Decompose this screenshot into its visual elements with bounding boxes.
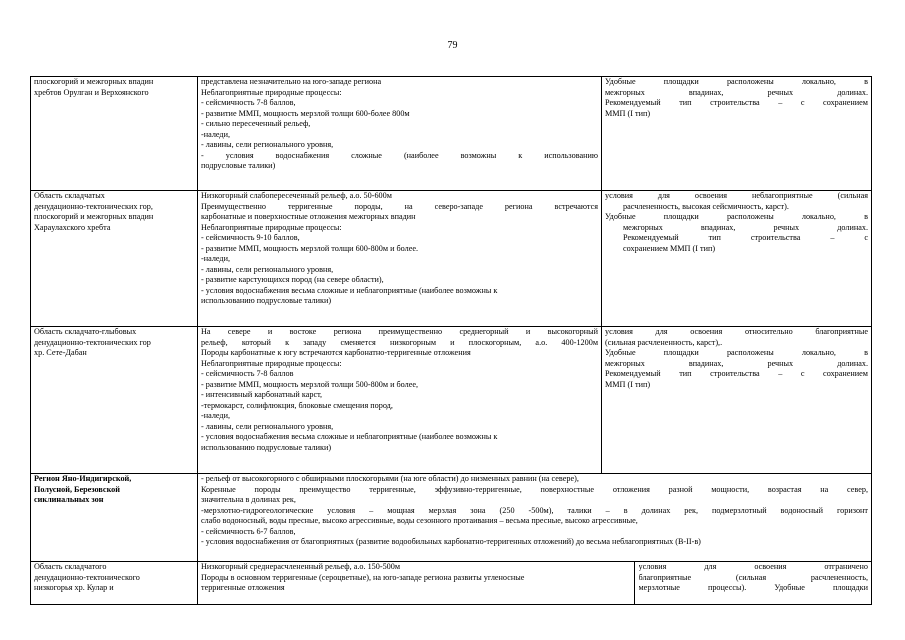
conditions-line: Неблагоприятные природные процессы:: [201, 358, 342, 368]
description-line: - рельеф от высокогорного с обширными плоскогорьями (на юге области) до низменных равнин (на севере),: [201, 474, 579, 483]
table-row: [31, 562, 872, 605]
conditions-line: рельеф, который к западу сменяется низкогорным и плоскогорным, а.о. 400-1200м: [201, 337, 598, 347]
geology-table: [30, 76, 872, 605]
assessment-cell: [602, 327, 872, 474]
assessment-line: Рекомендуемый тип строительства – с: [623, 233, 868, 242]
region-line: денудационно-тектонических гор: [34, 337, 151, 347]
assessment-cell: [634, 562, 871, 604]
conditions-line: Низкогорный слабопересеченный рельеф, а.о. 50-600м: [201, 191, 392, 200]
region-line: Харaулахского хребта: [34, 222, 111, 232]
region-cell: [31, 562, 198, 605]
conditions-line: Низкогорный среднерасчлененный рельеф, а.о. 150-500м: [201, 562, 401, 571]
region-line: плоскогорий и межгорных впадин: [34, 212, 154, 221]
conditions-line: подрусловые талики): [201, 161, 276, 170]
conditions-line: терригенные отложения: [201, 583, 285, 592]
description-line: Коренные породы преимущество терригенные, эффузивно-терригенные, поверхностные отложения разной мощности, возрастая на север,: [201, 484, 868, 494]
conditions-line: Породы карбонатные к югу встречаются карбонатно-терригенные отложения: [201, 348, 471, 357]
region-line: хр. Сете-Дабан: [34, 348, 87, 357]
region-description-cell: [198, 474, 872, 562]
description-line: - условия водоснабжения от благоприятных (развитие водообильных карбонатно-терригенных отложений) до весьма неблагоприятных (В-II-в): [201, 537, 701, 546]
region-line: денудационно-тектонического: [34, 572, 140, 582]
conditions-line: - интенсивный карбонатный карст,: [201, 390, 323, 399]
conditions-line: карбонатные и поверхностные отложения межгорных впадин: [201, 212, 416, 221]
conditions-line: -наледи,: [201, 129, 231, 139]
conditions-line: -наледи,: [201, 254, 231, 263]
conditions-line: - сейсмичность 9-10 баллов,: [201, 233, 300, 242]
assessment-line: условия для освоения относительно благоприятные: [605, 327, 868, 336]
conditions-line: Неблагоприятные природные процессы:: [201, 87, 342, 97]
assessment-line: Рекомендуемый тип строительства – с сохранением: [605, 98, 868, 107]
region-line: хребтов Орулган и Верхоянского: [34, 87, 149, 97]
assessment-line: межгорных впадинах, речных долинах.: [605, 87, 868, 97]
assessment-line: благоприятные (сильная расчлененность,: [638, 572, 868, 582]
description-line: -мерзлотно-гидрогеологические условия – мощная мерзлая зона (250 -500м), талики – в долинах рек, подмерзлотный водоносный горизонт: [201, 505, 868, 515]
conditions-cell: [198, 562, 634, 604]
table-row: [31, 327, 872, 474]
conditions-line: использованию подрусловые талики): [201, 296, 332, 305]
assessment-line: Удобные площадки расположены локально, в: [605, 77, 868, 86]
last-row-inner: [198, 562, 871, 604]
region-line: денудационно-тектонических гор,: [34, 201, 153, 211]
assessment-line: (сильная расчлененность, карст),.: [605, 337, 723, 347]
assessment-line: условия для освоения неблагоприятные (сильная: [605, 191, 868, 200]
assessment-line: ММП (I тип): [605, 108, 651, 118]
region-line: плоскогорий и межгорных впадин: [34, 77, 154, 86]
region-title-cell: [31, 474, 198, 562]
page-number: 79: [447, 40, 458, 51]
description-line: слабо водоносный, воды пресные, высоко агрессивные, воды сезонного протаивания – весьма пресные, высоко агрессивные,: [201, 516, 638, 525]
conditions-line: -наледи,: [201, 411, 231, 420]
region-cell: [31, 327, 198, 474]
conditions-line: - сейсмичность 7-8 баллов,: [201, 98, 296, 107]
assessment-line: Удобные площадки расположены локально, в: [605, 348, 868, 357]
conditions-line: -термокарст, солифлюкция, блоковые смещения пород,: [201, 400, 393, 410]
description-line: - сейсмичность 6-7 баллов,: [201, 526, 296, 536]
conditions-line: Неблагоприятные природные процессы:: [201, 222, 342, 232]
conditions-line: - лавины, сели регионального уровня,: [201, 140, 334, 149]
region-cell: [31, 191, 198, 327]
table-row: [31, 77, 872, 191]
conditions-line: - развитие карстующихся пород (на севере области),: [201, 275, 384, 284]
region-title-line: Регион Яно-Индигирской,: [34, 474, 132, 483]
assessment-line: Рекомендуемый тип строительства – с сохранением: [605, 369, 868, 378]
conditions-line: представлена незначительно на юго-западе региона: [201, 77, 382, 86]
conditions-cell: [198, 191, 602, 327]
assessment-line: мерзлотные процессы). Удобные площадки: [638, 583, 868, 592]
assessment-line: межгорных впадинах, речных долинах.: [605, 358, 868, 368]
conditions-line: На севере и востоке региона преимущественно среднегорный и высокогорный: [201, 327, 598, 336]
table-row: [31, 474, 872, 562]
region-title-line: сиклинальных зон: [34, 495, 104, 504]
conditions-line: - сильно пересеченный рельеф,: [201, 119, 311, 128]
conditions-line: - лавины, сели регионального уровня,: [201, 421, 334, 431]
last-row-content: [198, 562, 872, 605]
table-row: [31, 191, 872, 327]
conditions-line: - лавины, сели регионального уровня,: [201, 264, 334, 274]
region-cell: [31, 77, 198, 191]
conditions-line: Породы в основном терригенные (сероцветные), на юго-западе региона развиты угленосные: [201, 572, 525, 582]
conditions-line: использованию подрусловые талики): [201, 442, 332, 452]
conditions-line: - условия водоснабжения сложные (наиболее возможны к использованию: [201, 150, 598, 160]
region-line: Область складчатых: [34, 191, 105, 200]
conditions-line: - сейсмичность 7-8 баллов: [201, 369, 294, 378]
conditions-line: - развитие ММП, мощность мерзлой толщи 500-800м и более,: [201, 379, 419, 389]
description-line: значительна в долинах рек,: [201, 495, 296, 504]
assessment-line: расчлененность, высокая сейсмичность, карст).: [623, 201, 789, 211]
conditions-cell: [198, 327, 602, 474]
assessment-line: межгорных впадинах, речных долинах.: [623, 222, 868, 232]
conditions-line: - развитие ММП, мощность мерзлой толщи 600-более 800м: [201, 108, 410, 118]
conditions-line: Преимущественно терригенные породы, на северо-западе региона встречаются: [201, 201, 598, 211]
region-line: Область складчатого: [34, 562, 107, 571]
region-line: Область складчато-глыбовых: [34, 327, 137, 336]
conditions-cell: [198, 77, 602, 191]
assessment-line: условия для освоения отграничено: [638, 562, 868, 571]
region-title-line: Полусной, Березовской: [34, 484, 120, 494]
assessment-cell: [602, 77, 872, 191]
conditions-line: - условия водоснабжения весьма сложные и неблагоприятные (наиболее возможны к: [201, 432, 498, 441]
assessment-cell: [602, 191, 872, 327]
assessment-line: ММП (I тип): [605, 379, 651, 389]
conditions-line: - развитие ММП, мощность мерзлой толщи 600-800м и более.: [201, 243, 419, 253]
region-line: низкогорья хр. Кулар и: [34, 583, 114, 592]
conditions-line: - условия водоснабжения весьма сложные и неблагоприятные (наиболее возможны к: [201, 285, 498, 295]
assessment-line: сохранением ММП (I тип): [623, 243, 716, 253]
assessment-line: Удобные площадки расположены локально, в: [605, 212, 868, 221]
